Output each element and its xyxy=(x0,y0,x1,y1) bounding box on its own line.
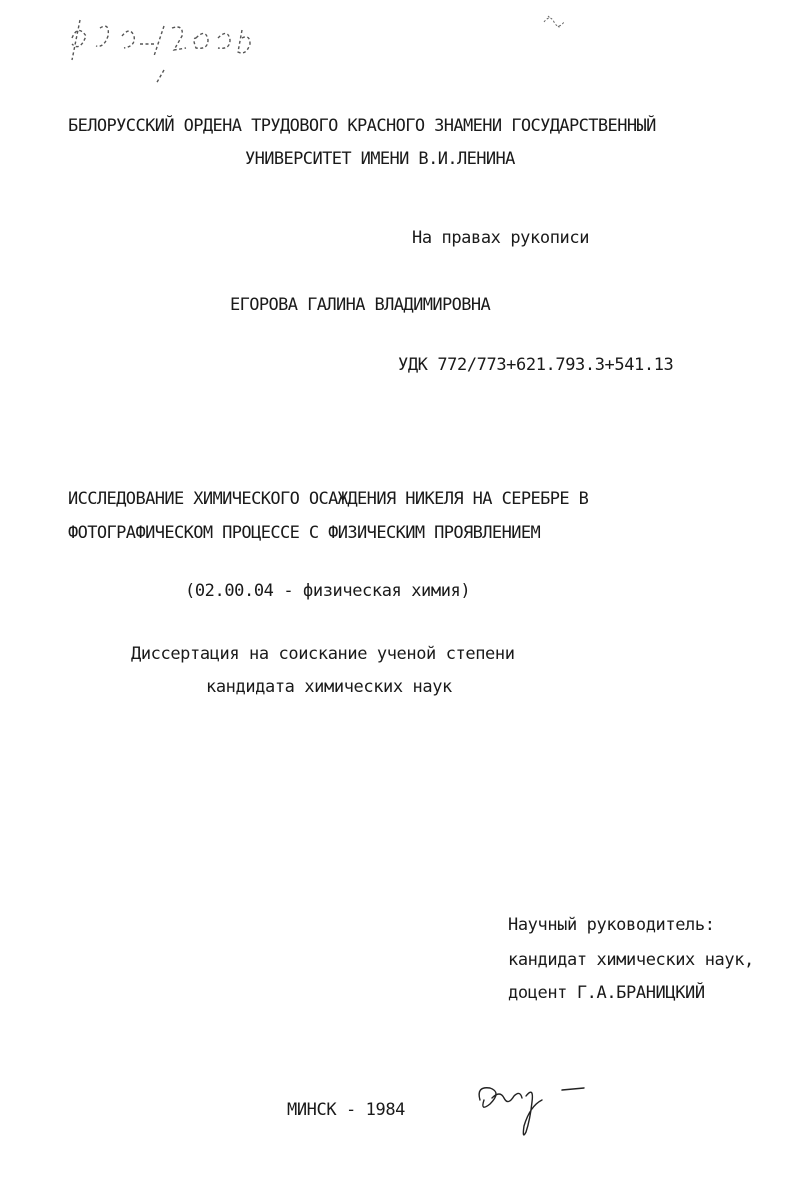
degree-line-2: кандидата химических наук xyxy=(206,677,452,697)
handwritten-signature xyxy=(470,1070,590,1140)
archive-mark-text: 05-2/788-8 xyxy=(60,86,67,87)
degree-line-1: Диссертация на соискание ученой степени xyxy=(131,644,515,664)
udc-code: УДК 772/773+621.793.3+541.13 xyxy=(398,355,674,375)
supervisor-label: Научный руководитель: xyxy=(508,915,715,935)
thesis-title-line-2: ФОТОГРАФИЧЕСКОМ ПРОЦЕССЕ С ФИЗИЧЕСКИМ ПРОЯВЛЕНИЕМ xyxy=(68,523,541,543)
author-name: ЕГОРОВА ГАЛИНА ВЛАДИМИРОВНА xyxy=(230,295,491,315)
specialty-code: (02.00.04 - физическая химия) xyxy=(185,581,471,601)
manuscript-rights: На правах рукописи xyxy=(412,228,590,248)
university-line-1: БЕЛОРУССКИЙ ОРДЕНА ТРУДОВОГО КРАСНОГО ЗНАМЕНИ ГОСУДАРСТВЕННЫЙ xyxy=(68,116,656,136)
archive-handwritten-mark xyxy=(60,8,300,88)
place-year: МИНСК - 1984 xyxy=(287,1100,406,1120)
faint-stamp-mark xyxy=(540,12,570,32)
supervisor-name: доцент Г.А.БРАНИЦКИЙ xyxy=(508,983,705,1003)
supervisor-degree: кандидат химических наук, xyxy=(508,950,754,970)
university-line-2: УНИВЕРСИТЕТ ИМЕНИ В.И.ЛЕНИНА xyxy=(245,149,515,169)
thesis-title-line-1: ИССЛЕДОВАНИЕ ХИМИЧЕСКОГО ОСАЖДЕНИЯ НИКЕЛЯ НА СЕРЕБРЕ В xyxy=(68,489,589,509)
